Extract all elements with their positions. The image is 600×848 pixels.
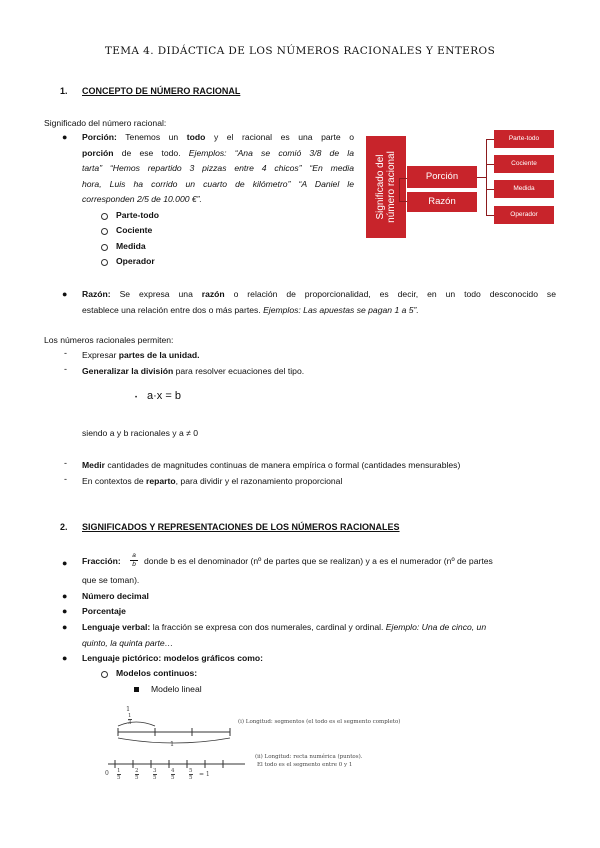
tick-label: 5 5 [189,768,193,781]
section-2-title: SIGNIFICADOS Y REPRESENTACIONES DE LOS NÚMEROS RACIONALES [82,522,400,532]
sub-item-parte-todo: Parte-todo [116,210,159,220]
diagram-operador-box: Operador [494,206,554,224]
diagram-cociente-box: Cociente [494,155,554,173]
diagram-connector [399,178,400,202]
bullet-icon: ● [62,622,68,632]
bullet-icon: ● [62,132,68,142]
section-1-title: CONCEPTO DE NÚMERO RACIONAL [82,86,241,96]
diagram-significado-box: Significado del número racional [366,136,406,238]
formula: a·x = b [147,390,181,402]
section-1-number: 1. [60,86,68,96]
bullet-icon: ● [62,653,68,663]
tick-zero-label: 0 [105,770,109,777]
diagram-connector [477,177,486,178]
modelos-continuos-item: Modelos continuos: [116,668,198,678]
segment-bottom-label: 1 [170,740,175,748]
siendo-text: siendo a y b racionales y a ≠ 0 [82,428,199,438]
numero-decimal-item: Número decimal [82,591,149,601]
diagram-connector [486,139,487,215]
bullet-icon: ● [62,289,68,299]
tick-equals-one: = 1 [199,771,210,778]
diagram-connector [486,215,494,216]
dash-bullet: - [64,348,67,358]
dash-bullet: - [64,458,67,468]
sub-item-medida: Medida [116,241,146,251]
diagram-parte-todo-box: Parte-todo [494,130,554,148]
number-line-description-1: (ii) Longitud: recta numérica (puntos). [255,754,363,760]
tick-label: 2 5 [135,768,139,781]
dash-bullet: - [64,474,67,484]
permite-item-3: Medir cantidades de magnitudes continuas de manera empírica o formal (cantidades mensurables) [82,460,461,470]
number-line-description-2: El todo es el segmento entre 0 y 1 [257,762,353,768]
fraccion-paragraph: Fracción: a b donde b es el denominador (nº de partes que se realizan) y a es el numerador (nº de partes que se toman). [82,552,493,585]
bullet-icon: ● [62,591,68,601]
section-2-heading [60,522,400,532]
porcion-paragraph: Porción: Tenemos un todo y el racional es una parte o porción de ese todo. Ejemplos: “Ana se comió 3/8 de la tarta” “Hemos repartido 3 pizzas entre 4 chicos” “En media hora, Luis ha corrido un cuarto de kilómetro” “A Daniel le corresponden 2/5 de 10.000 €”. [82,132,355,204]
linear-model-figure [100,702,401,792]
circle-bullet-icon [101,259,108,266]
section-2-number: 2. [60,522,68,532]
lenguaje-verbal-paragraph: Lenguaje verbal: la fracción se expresa con dos numerales, cardinal y ordinal. Ejemplo: Una de cinco, un quinto, la quinta parte… [82,622,487,648]
segment-description: (i) Longitud: segmentos (el todo es el segmento completo) [238,719,401,725]
diagram-porcion-box: Porción [407,166,477,188]
diagram-connector [486,139,494,140]
sub-item-operador: Operador [116,256,155,266]
permite-item-2: Generalizar la división para resolver ecuaciones del tipo. [82,366,305,376]
tick-label: 4 5 [171,768,175,781]
circle-bullet-icon [101,244,108,251]
circle-bullet-icon [101,671,108,678]
formula-bullet-icon: • [135,395,138,401]
razon-paragraph: Razón: Se expresa una razón o relación de proporcionalidad, es decir, en un todo desconocido se establece una relación entre dos o más partes. Ejemplos: Las apuestas se pagan 1 a 5”. [82,289,556,315]
significado-intro: Significado del número racional: [44,118,167,128]
diagram-connector [486,189,494,190]
circle-bullet-icon [101,213,108,220]
bullet-icon: ● [62,558,68,568]
circle-bullet-icon [101,228,108,235]
bullet-icon: ● [62,606,68,616]
dash-bullet: - [64,364,67,374]
diagram-medida-box: Medida [494,180,554,198]
permite-item-4: En contextos de reparto, para dividir y el razonamiento proporcional [82,476,343,486]
diagram-connector [486,164,494,165]
segment-top-label: 1 [126,705,131,713]
diagram-connector [399,178,407,179]
linear-model-svg [100,702,380,792]
diagram-connector [399,201,407,202]
modelo-lineal-item: Modelo lineal [151,684,202,694]
square-bullet-icon [134,687,139,692]
lenguaje-pictorico-item: Lenguaje pictórico: modelos gráficos como: [82,653,263,663]
permiten-intro: Los números racionales permiten: [44,335,174,345]
segment-fraction-label: 1 3 [128,713,132,726]
diagram-razon-box: Razón [407,192,477,212]
tick-label: 3 5 [153,768,157,781]
porcentaje-item: Porcentaje [82,606,126,616]
section-1-heading [60,86,240,96]
page-title: TEMA 4. DIDÁCTICA DE LOS NÚMEROS RACIONALES Y ENTEROS [104,45,496,57]
tick-label: 1 5 [117,768,121,781]
permite-item-1: Expresar partes de la unidad. [82,350,200,360]
sub-item-cociente: Cociente [116,225,153,235]
